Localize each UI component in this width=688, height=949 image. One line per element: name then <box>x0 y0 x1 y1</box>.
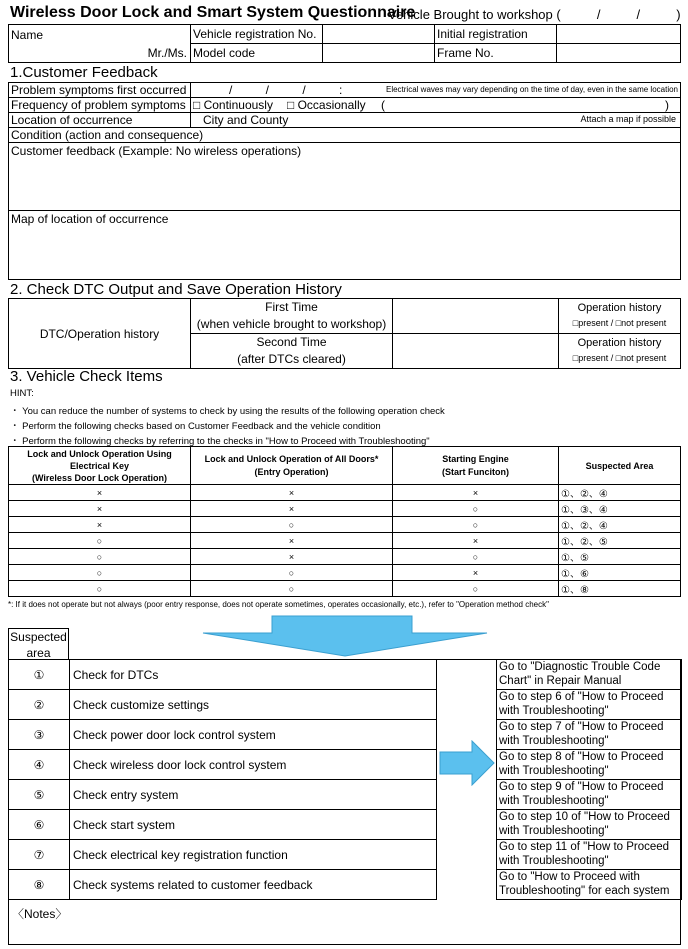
op-history-second[interactable] <box>559 334 681 369</box>
present-option-2: □present / □not present <box>572 353 667 363</box>
col1-line3: (Wireless Door Lock Operation) <box>32 472 167 483</box>
page-title: Wireless Door Lock and Smart System Questionnaire <box>10 4 416 21</box>
section3-heading: 3. Vehicle Check Items <box>10 368 163 385</box>
name-cell[interactable] <box>9 25 191 63</box>
freq-occasionally-checkbox[interactable]: □ Occasionally <box>287 98 366 112</box>
list-item <box>9 690 437 720</box>
check-label: Check wireless door lock control system <box>70 750 437 780</box>
area-number: ⑧ <box>9 870 70 900</box>
area-number: ⑥ <box>9 810 70 840</box>
vehicle-reg-label: Vehicle registration No. <box>191 25 323 44</box>
goto-line2: with Troubleshooting" <box>499 825 609 837</box>
first-occurred-field[interactable] <box>191 83 681 98</box>
table-cell: ○ <box>393 501 559 517</box>
table-row <box>9 581 681 597</box>
frequency-field <box>191 98 681 113</box>
table-row <box>9 517 681 533</box>
area-number: ⑤ <box>9 780 70 810</box>
table-cell: ○ <box>393 581 559 597</box>
area-number: ① <box>9 660 70 690</box>
table-cell: ①、③、④ <box>559 501 681 517</box>
table-cell: ○ <box>191 565 393 581</box>
table-cell: × <box>393 533 559 549</box>
freq-detail-field[interactable]: ( ) <box>381 98 670 112</box>
area-number: ④ <box>9 750 70 780</box>
table-cell: ○ <box>191 581 393 597</box>
area-number: ③ <box>9 720 70 750</box>
model-code-field[interactable] <box>323 44 435 63</box>
location-value: City and County <box>203 113 289 127</box>
goto-item <box>497 690 682 720</box>
goto-item <box>497 810 682 840</box>
footnote: *: If it does not operate but not always (poor entry response, does not operate sometimes, operates occasionally, etc.), refer to "Operation method check" <box>8 600 549 609</box>
goto-line1: Go to step 8 of "How to Proceed <box>499 751 664 763</box>
goto-line1: Go to "How to Proceed with <box>499 871 640 883</box>
goto-line2: with Troubleshooting" <box>499 705 609 717</box>
check-label: Check electrical key registration function <box>70 840 437 870</box>
table-row <box>9 485 681 501</box>
table-cell: × <box>9 517 191 533</box>
list-item <box>9 780 437 810</box>
second-time-sub: (after DTCs cleared) <box>237 352 346 366</box>
first-time-title: First Time <box>265 300 318 314</box>
goto-line2: Troubleshooting" for each system <box>499 885 670 897</box>
present-option-1: □present / □not present <box>572 318 667 328</box>
table-cell: ○ <box>393 549 559 565</box>
suspected-area-header <box>8 628 69 660</box>
waves-note: Electrical waves may vary depending on the time of day, even in the same location <box>385 85 678 94</box>
goto-item <box>497 720 682 750</box>
map-box[interactable] <box>9 211 681 280</box>
table-cell: ○ <box>9 565 191 581</box>
initial-reg-label: Initial registration <box>435 25 557 44</box>
check-label: Check entry system <box>70 780 437 810</box>
goto-item <box>497 870 682 900</box>
col-electrical-key <box>9 447 191 485</box>
goto-line1: Go to step 7 of "How to Proceed <box>499 721 664 733</box>
col1-line2: Electrical Key <box>69 460 130 471</box>
right-arrow-icon <box>439 740 495 786</box>
table-cell: × <box>191 501 393 517</box>
freq-continuously-checkbox[interactable]: □ Continuously <box>193 98 273 112</box>
table-cell: ①、⑧ <box>559 581 681 597</box>
location-label: Location of occurrence <box>9 113 191 128</box>
hint-label: HINT: <box>10 388 34 399</box>
col2-line2: (Entry Operation) <box>254 466 329 477</box>
dtc-table <box>8 298 681 369</box>
goto-line2: Chart" in Repair Manual <box>499 675 622 687</box>
model-code-label: Model code <box>191 44 323 63</box>
suspected-header-line1: Suspected <box>10 630 67 644</box>
suspected-header-line2: area <box>26 646 51 660</box>
hint-line-3: ・ Perform the following checks by referring to the checks in "How to Proceed with Troubleshooting" <box>10 436 430 447</box>
check-items-table <box>8 446 681 597</box>
check-label: Check start system <box>70 810 437 840</box>
table-cell: × <box>9 501 191 517</box>
map-label: Map of location of occurrence <box>11 212 169 226</box>
table-cell: ①、②、④ <box>559 517 681 533</box>
col-entry-operation <box>191 447 393 485</box>
section1-heading: 1.Customer Feedback <box>10 64 158 81</box>
customer-feedback-label: Customer feedback (Example: No wireless operations) <box>11 144 302 158</box>
col-start-function <box>393 447 559 485</box>
goto-line1: Go to "Diagnostic Trouble Code <box>499 661 661 673</box>
down-arrow-icon <box>200 615 490 657</box>
notes-field[interactable] <box>9 920 679 944</box>
table-row <box>9 501 681 517</box>
goto-item <box>497 780 682 810</box>
goto-line2: with Troubleshooting" <box>499 735 609 747</box>
hint-line-2: ・ Perform the following checks based on Customer Feedback and the vehicle condition <box>10 421 381 432</box>
table-cell: ①、②、④ <box>559 485 681 501</box>
name-label: Name <box>11 28 44 42</box>
goto-table <box>496 659 682 900</box>
section2-heading: 2. Check DTC Output and Save Operation History <box>10 281 342 298</box>
feedback-table <box>8 82 681 280</box>
col3-line2: (Start Funciton) <box>442 466 509 477</box>
first-occurred-value: / / / : <box>229 83 343 97</box>
vehicle-reg-field[interactable] <box>323 25 435 44</box>
table-cell: ○ <box>393 517 559 533</box>
second-time-field[interactable] <box>393 334 559 369</box>
first-time-label <box>191 299 393 334</box>
info-table <box>8 24 681 63</box>
col3-line1: Starting Engine <box>442 453 509 464</box>
list-item <box>9 840 437 870</box>
first-time-field[interactable] <box>393 299 559 334</box>
goto-line2: with Troubleshooting" <box>499 795 609 807</box>
goto-line2: with Troubleshooting" <box>499 855 609 867</box>
table-cell: × <box>9 485 191 501</box>
second-time-title: Second Time <box>256 335 327 349</box>
table-cell: ○ <box>9 581 191 597</box>
table-cell: ○ <box>191 517 393 533</box>
condition-label: Condition (action and consequence) <box>9 128 681 143</box>
second-time-label <box>191 334 393 369</box>
check-label: Check for DTCs <box>70 660 437 690</box>
col-suspected-area: Suspected Area <box>559 447 681 485</box>
table-cell: × <box>191 485 393 501</box>
table-cell: ①、②、⑤ <box>559 533 681 549</box>
goto-line1: Go to step 11 of "How to Proceed <box>499 841 670 853</box>
table-cell: × <box>191 533 393 549</box>
goto-line1: Go to step 9 of "How to Proceed <box>499 781 664 793</box>
check-label: Check systems related to customer feedback <box>70 870 437 900</box>
goto-item <box>497 660 682 690</box>
area-number: ② <box>9 690 70 720</box>
list-item <box>9 660 437 690</box>
list-item <box>9 750 437 780</box>
op-history-first[interactable] <box>559 299 681 334</box>
goto-line1: Go to step 6 of "How to Proceed <box>499 691 664 703</box>
frame-no-label: Frame No. <box>435 44 557 63</box>
table-row <box>9 549 681 565</box>
table-row <box>9 533 681 549</box>
col1-line1: Lock and Unlock Operation Using <box>27 448 172 459</box>
first-time-sub: (when vehicle brought to workshop) <box>196 317 387 331</box>
goto-item <box>497 750 682 780</box>
notes-label: 〈Notes〉 <box>12 907 68 921</box>
table-row <box>9 565 681 581</box>
hint-line-1: ・ You can reduce the number of systems to check by using the results of the following operation check <box>10 406 445 417</box>
table-cell: × <box>191 549 393 565</box>
goto-line1: Go to step 10 of "How to Proceed <box>499 811 670 823</box>
goto-item <box>497 840 682 870</box>
check-label: Check customize settings <box>70 690 437 720</box>
table-cell: ○ <box>9 549 191 565</box>
attach-map-note: Attach a map if possible <box>580 114 676 124</box>
table-cell: ○ <box>9 533 191 549</box>
goto-line2: with Troubleshooting" <box>499 765 609 777</box>
list-item <box>9 720 437 750</box>
dtc-label: DTC/Operation history <box>9 299 191 369</box>
vehicle-brought-date: Vehicle Brought to workshop ( / / ) <box>388 7 681 22</box>
mr-ms-label: Mr./Ms. <box>147 46 187 60</box>
table-cell: × <box>393 485 559 501</box>
frequency-label: Frequency of problem symptoms <box>9 98 191 113</box>
table-cell: × <box>393 565 559 581</box>
list-item <box>9 810 437 840</box>
area-number: ⑦ <box>9 840 70 870</box>
location-field[interactable] <box>191 113 681 128</box>
first-occurred-label: Problem symptoms first occurred <box>9 83 191 98</box>
list-item <box>9 870 437 900</box>
check-label: Check power door lock control system <box>70 720 437 750</box>
op-history-label-1: Operation history <box>577 302 662 314</box>
customer-feedback-box[interactable] <box>9 143 681 211</box>
table-cell: ①、⑤ <box>559 549 681 565</box>
frame-no-field[interactable] <box>557 44 681 63</box>
suspect-check-table <box>8 659 437 900</box>
col2-line1: Lock and Unlock Operation of All Doors* <box>204 453 379 464</box>
op-history-label-2: Operation history <box>577 337 662 349</box>
table-cell: ①、⑥ <box>559 565 681 581</box>
initial-reg-field[interactable] <box>557 25 681 44</box>
